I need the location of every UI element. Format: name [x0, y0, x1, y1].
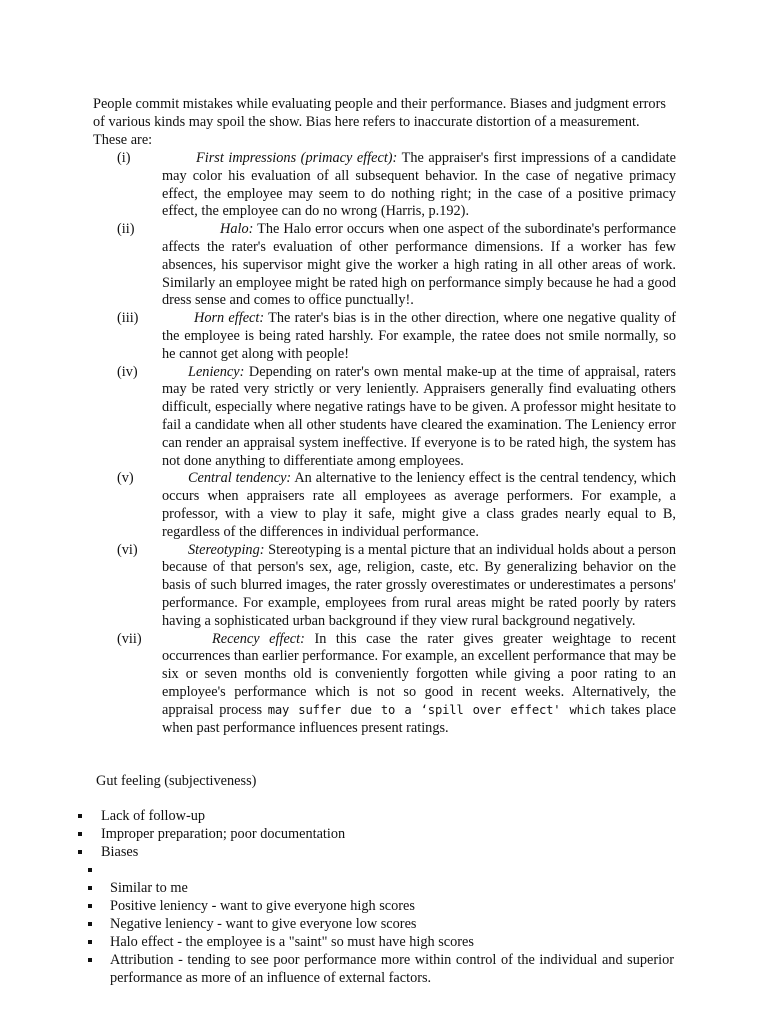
item-text: Stereotyping is a mental picture that an individual holds about a person because of that person's sex, age, religion, caste, etc. By generalizing behavior on the basis of such blurred images, the rater grossly overestimates or underestimates a persons' performance. For example, employees from rural areas might be rated poorly by raters having a sophisticated urban background if they view rural background negatively. — [162, 541, 676, 629]
list-item-leniency — [93, 364, 676, 471]
bullet-marker — [88, 904, 92, 908]
list-item-horn — [93, 310, 676, 363]
bullet-marker — [88, 922, 92, 926]
bullet-marker — [88, 868, 92, 872]
list-item-stereotyping — [93, 542, 676, 631]
bullet-marker — [88, 886, 92, 890]
bullet-text: Negative leniency - want to give everyone low scores — [110, 916, 417, 932]
list-item-recency — [93, 631, 676, 738]
list-item-primacy — [93, 150, 676, 221]
bullet-marker — [88, 940, 92, 944]
item-term: Leniency: — [188, 363, 245, 380]
bullet-text: Halo effect - the employee is a "saint" so must have high scores — [110, 934, 474, 950]
bullet-marker — [78, 832, 82, 836]
item-text: In this case the rater gives greater weightage to recent occurrences than earlier performance. For example, an excellent performance that may be six or seven months old is conveniently forgotten while giving a poor rating to an employee's performance which is not so good in recent weeks. Alternatively, the appraisal process — [162, 630, 676, 718]
gut-feeling-line: Gut feeling (subjectiveness) — [96, 773, 257, 789]
intro-paragraph: People commit mistakes while evaluating people and their performance. Biases and judgment errors of various kinds may spoil the show. Bias here refers to inaccurate distortion of a measurement. These are: — [93, 96, 666, 148]
item-text-tail: takes place when past performance influences present ratings. — [162, 701, 676, 736]
item-number: (vi) — [117, 541, 138, 558]
item-number: (vii) — [117, 630, 142, 647]
bullet-marker — [78, 850, 82, 854]
item-term: Recency effect: — [212, 630, 305, 647]
bullet-marker — [88, 958, 92, 962]
item-number: (i) — [117, 150, 131, 166]
item-term: Halo: — [220, 221, 254, 238]
bullet-text: Lack of follow-up — [101, 808, 206, 824]
item-text: An alternative to the leniency effect is the central tendency, which occurs when appraisers rate all employees as average performers. For example, a professor, with a view to play it safe, might give a class grades nearly equal to B, regardless of the differences in individual performance. — [162, 470, 676, 540]
item-text: Depending on rater's own mental make-up at the time of appraisal, raters may be rated very strictly or very leniently. Appraisers generally find evaluating others difficult, especially where negative ratings have to be given. A professor might hesitate to fail a candidate when all other students have cleared the examination. The Leniency error can render an appraisal system ineffective. If everyone is to be rated high, the system has not done anything to differentiate among employees. — [162, 363, 676, 469]
item-term: First impressions (primacy effect): — [196, 150, 398, 166]
bullet-text: Similar to me — [110, 880, 188, 896]
item-number: (v) — [117, 470, 134, 487]
bias-list — [93, 150, 676, 737]
item-text: The appraiser's first impressions of a candidate may color his evaluation of all subsequent behavior. In the case of negative primacy effect, the employee may seem to do nothing right; in the case of a positive primacy effect, the employee can do no wrong (Harris, p.192). — [162, 150, 676, 220]
item-number: (iv) — [117, 363, 138, 380]
item-term: Central tendency: — [188, 470, 292, 487]
item-number: (ii) — [117, 221, 135, 238]
item-text-mono: may suffer due to a ‘spill over effect' which — [267, 702, 606, 717]
item-term: Stereotyping: — [188, 541, 265, 558]
bullet-marker — [78, 814, 82, 818]
bullet-text: Improper preparation; poor documentation — [101, 826, 346, 842]
list-item-halo — [93, 221, 676, 310]
bullet-text: Biases — [101, 844, 139, 860]
item-term: Horn effect: — [194, 310, 265, 327]
item-text: The Halo error occurs when one aspect of the subordinate's performance affects the rater's evaluation of other performance dimensions. If a worker has few absences, his supervisor might give the worker a high rating in all other areas of work. Similarly an employee might be rated high on performance simply because he had a good dress sense and comes to office punctually!. — [162, 221, 676, 309]
list-item-central-tendency — [93, 470, 676, 541]
item-text: The rater's bias is in the other direction, where one negative quality of the employee is being rated harshly. For example, the ratee does not smile normally, so he cannot get along with people! — [162, 310, 676, 362]
item-number: (iii) — [117, 310, 139, 327]
bullet-text: Positive leniency - want to give everyone high scores — [110, 898, 415, 914]
bullet-text: Attribution - tending to see poor performance more within control of the individual and superior performance as more of an influence of external factors. — [110, 952, 674, 986]
